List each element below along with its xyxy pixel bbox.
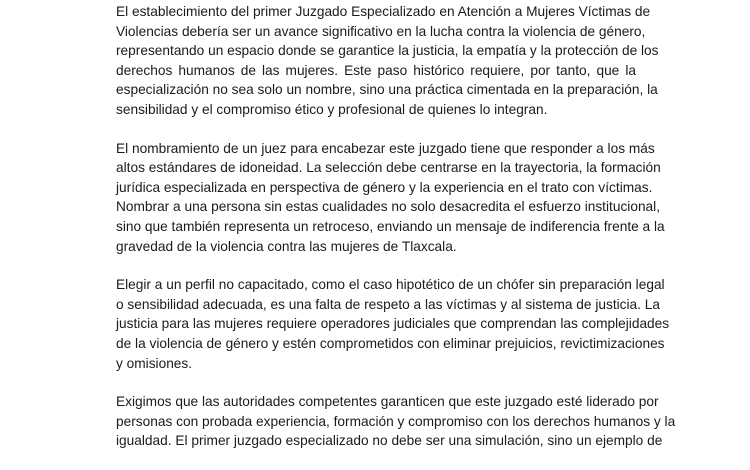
text-line: justicia para las mujeres requiere operadores judiciales que comprendan las complejidades xyxy=(116,316,670,332)
text-line: Elegir a un perfil no capacitado, como el caso hipotético de un chófer sin preparación legal xyxy=(116,277,665,293)
paragraph-1 xyxy=(116,2,659,120)
text-line: de la violencia de género y estén comprometidos con eliminar prejuicios, revictimizaciones xyxy=(116,335,665,351)
text-line: Violencias debería ser un avance significativo en la lucha contra la violencia de género, xyxy=(116,23,646,39)
document-body xyxy=(116,2,676,470)
paragraph-3 xyxy=(116,275,670,373)
text-line: o sensibilidad adecuada, es una falta de respeto a las víctimas y al sistema de justicia. La xyxy=(116,296,661,312)
text-line: especialización no sea solo un nombre, sino una práctica cimentada en la preparación, la xyxy=(116,82,658,98)
text-line: jurídica especializada en perspectiva de género y la experiencia en el trato con víctimas. xyxy=(116,179,653,195)
text-line: sino que también representa un retroceso, enviando un mensaje de indiferencia frente a la xyxy=(116,218,665,234)
text-line: igualdad. El primer juzgado especializado no debe ser una simulación, sino un ejemplo de xyxy=(116,433,663,449)
text-line: El nombramiento de un juez para encabezar este juzgado tiene que responder a los más xyxy=(116,140,655,156)
text-line: y omisiones. xyxy=(116,355,193,371)
text-line: representando un espacio donde se garantice la justicia, la empatía y la protección de los xyxy=(116,43,659,59)
text-line: personas con probada experiencia, formación y compromiso con los derechos humanos y la xyxy=(116,413,676,429)
text-line: sensibilidad y el compromiso ético y profesional de quienes lo integran. xyxy=(116,101,548,117)
text-line: derechos humanos de las mujeres. Este paso histórico requiere, por tanto, que la xyxy=(116,62,636,78)
paragraph-4 xyxy=(116,392,676,451)
text-line: Nombrar a una persona sin estas cualidades no solo desacredita el esfuerzo institucional, xyxy=(116,199,661,215)
text-line: El establecimiento del primer Juzgado Especializado en Atención a Mujeres Víctimas de xyxy=(116,4,651,19)
text-line: gravedad de la violencia contra las mujeres de Tlaxcala. xyxy=(116,238,457,254)
paragraph-2 xyxy=(116,139,665,257)
text-line: Exigimos que las autoridades competentes garanticen que este juzgado esté liderado por xyxy=(116,394,659,410)
text-line: altos estándares de idoneidad. La selección debe centrarse en la trayectoria, la formación xyxy=(116,160,661,176)
